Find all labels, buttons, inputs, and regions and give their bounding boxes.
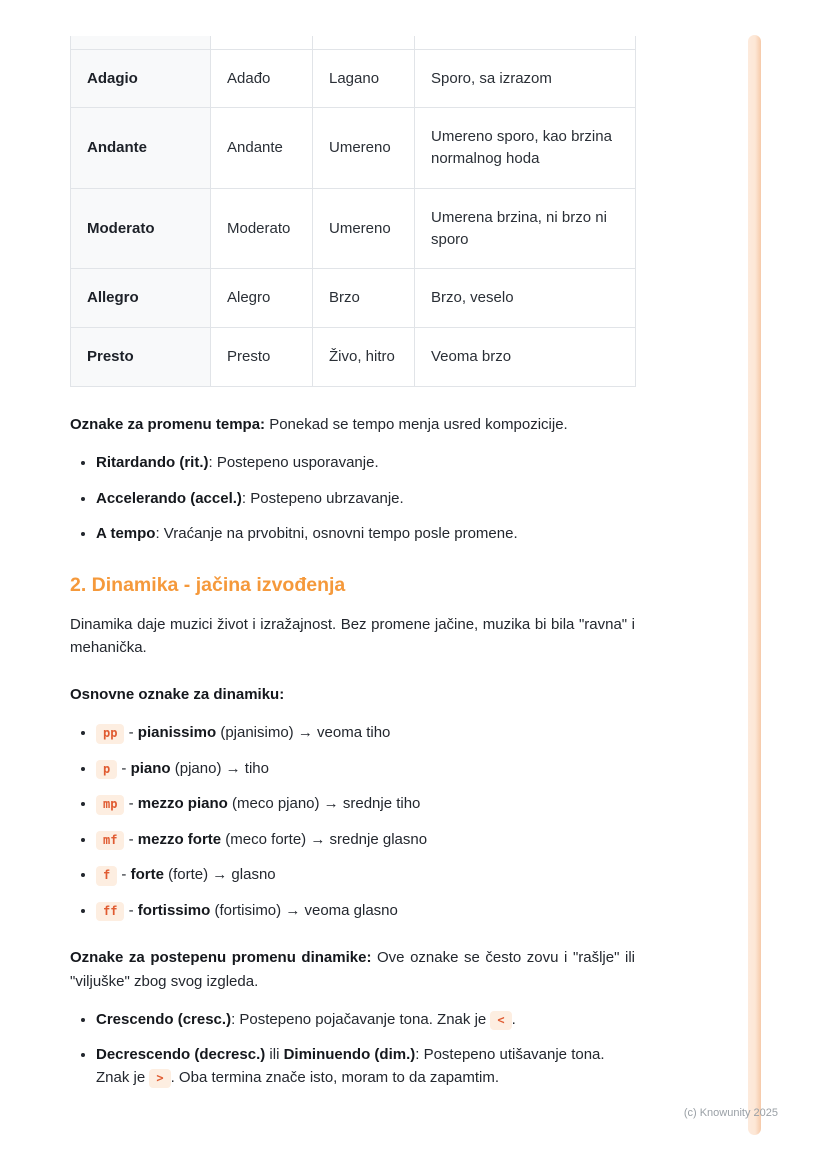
mark-name: mezzo forte [137, 830, 222, 848]
separator: - [124, 901, 138, 919]
table-row [71, 108, 636, 189]
table-cell-tempo: Živo, hitro [313, 328, 415, 387]
item-text: : Postepeno ubrzavanje. [241, 489, 404, 507]
item-term: A tempo [96, 525, 156, 542]
crescendo-sign-badge: < [490, 1011, 511, 1031]
table-row [71, 328, 636, 387]
list-item [96, 488, 635, 511]
section-heading-dinamika: 2. Dinamika - jačina izvođenja [70, 573, 346, 596]
table-cell [71, 36, 211, 49]
tempo-change-lead-rest: Ponekad se tempo menja usred kompozicije. [265, 415, 568, 433]
mark-name: piano [130, 759, 171, 777]
mark-name: fortissimo [137, 901, 211, 919]
dynamics-code-badge: mp [96, 795, 124, 815]
item-text: : Postepeno pojačavanje tona. Znak je [231, 1010, 491, 1028]
separator: - [117, 866, 131, 884]
item-term: Crescendo (cresc.) [96, 1010, 232, 1028]
dynamics-mark-item [96, 864, 635, 887]
gradual-lead-rest: Ove oznake se često zovu i "rašlje" ili "viljuške" zbog svog izgleda. [70, 949, 635, 990]
mark-name: pianissimo [137, 724, 217, 742]
table-cell-term: Allegro [71, 269, 211, 328]
dynamics-mark-item [96, 829, 635, 852]
list-item [96, 452, 635, 475]
gradual-lead-bold: Oznake za postepenu promenu dinamike: [70, 949, 372, 967]
separator: - [124, 724, 138, 742]
table-row [71, 49, 636, 108]
list-item [96, 523, 635, 546]
list-item [96, 1009, 635, 1032]
tempo-change-list [70, 452, 635, 546]
table-cell-term: Moderato [71, 188, 211, 269]
mark-rest: (forte) → glasno [163, 866, 276, 884]
tempo-change-lead-bold: Oznake za promenu tempa: [70, 415, 266, 433]
table-cell-description: Umereno sporo, kao brzina normalnog hoda [415, 108, 636, 189]
table-row [71, 188, 636, 269]
table-cell-transcription: Adađo [211, 49, 313, 108]
separator: - [124, 795, 138, 813]
table-row [71, 269, 636, 328]
page-edge-strip [748, 35, 761, 1135]
separator: - [117, 759, 131, 777]
dynamics-labels-lead-bold: Osnovne oznake za dinamiku: [70, 686, 285, 703]
list-item [96, 1044, 635, 1089]
dynamics-mark-item [96, 793, 635, 816]
mark-name: forte [130, 866, 164, 884]
footer-copyright: (c) Knowunity 2025 [683, 1107, 778, 1119]
dynamics-code-badge: pp [96, 724, 124, 744]
item-text: : Vraćanje na prvobitni, osnovni tempo posle promene. [155, 525, 518, 542]
mark-rest: (pjano) → tiho [170, 759, 269, 777]
item-text-end: . [511, 1010, 516, 1028]
table-cell-transcription: Andante [211, 108, 313, 189]
dynamics-code-badge: mf [96, 831, 124, 851]
item-text: : Postepeno usporavanje. [208, 454, 379, 471]
gradual-list [70, 1009, 635, 1090]
document-content [70, 36, 635, 1102]
item-term-2: Diminuendo (dim.) [283, 1046, 416, 1064]
dynamics-labels-lead [70, 683, 635, 706]
table-cell-term: Presto [71, 328, 211, 387]
table-cell [415, 36, 636, 49]
mark-rest: (fortisimo) → veoma glasno [210, 901, 398, 919]
mark-rest: (pjanisimo) → veoma tiho [216, 724, 391, 742]
table-cell [211, 36, 313, 49]
dynamics-code-badge: ff [96, 902, 124, 922]
table-cell-tempo: Brzo [313, 269, 415, 328]
table-cell-tempo: Lagano [313, 49, 415, 108]
mark-name: mezzo piano [137, 795, 228, 813]
dynamics-code-badge: f [96, 866, 117, 886]
mark-rest: (meco pjano) → srednje tiho [227, 795, 421, 813]
table-row-partial [71, 36, 636, 49]
item-text-end: . Oba termina znače isto, moram to da zapamtim. [170, 1068, 500, 1086]
item-text: ili [265, 1046, 284, 1064]
tempo-table [70, 36, 636, 387]
item-text-2: : Postepeno utišavanje tona. Znak je [96, 1046, 605, 1086]
table-cell-description: Veoma brzo [415, 328, 636, 387]
tempo-change-lead [70, 413, 635, 436]
gradual-lead [70, 946, 635, 993]
table-cell-description: Sporo, sa izrazom [415, 49, 636, 108]
table-cell-tempo: Umereno [313, 108, 415, 189]
dynamics-code-badge: p [96, 760, 117, 780]
separator: - [124, 830, 138, 848]
table-cell-transcription: Presto [211, 328, 313, 387]
table-cell-transcription: Alegro [211, 269, 313, 328]
table-cell-term: Adagio [71, 49, 211, 108]
decrescendo-sign-badge: > [149, 1069, 170, 1089]
table-cell [313, 36, 415, 49]
item-term: Accelerando (accel.) [96, 489, 242, 507]
item-term: Ritardando (rit.) [96, 454, 209, 471]
table-cell-term: Andante [71, 108, 211, 189]
table-cell-tempo: Umereno [313, 188, 415, 269]
dynamics-mark-item [96, 722, 635, 745]
item-term: Decrescendo (decresc.) [96, 1046, 266, 1064]
table-cell-description: Umerena brzina, ni brzo ni sporo [415, 188, 636, 269]
dynamics-intro: Dinamika daje muzici život i izražajnost. Bez promene jačine, muzika bi bila "ravna" i mehanička. [70, 615, 635, 656]
mark-rest: (meco forte) → srednje glasno [221, 830, 428, 848]
dynamics-marks-list [70, 722, 635, 922]
table-cell-description: Brzo, veselo [415, 269, 636, 328]
dynamics-mark-item [96, 758, 635, 781]
table-cell-transcription: Moderato [211, 188, 313, 269]
dynamics-mark-item [96, 900, 635, 923]
